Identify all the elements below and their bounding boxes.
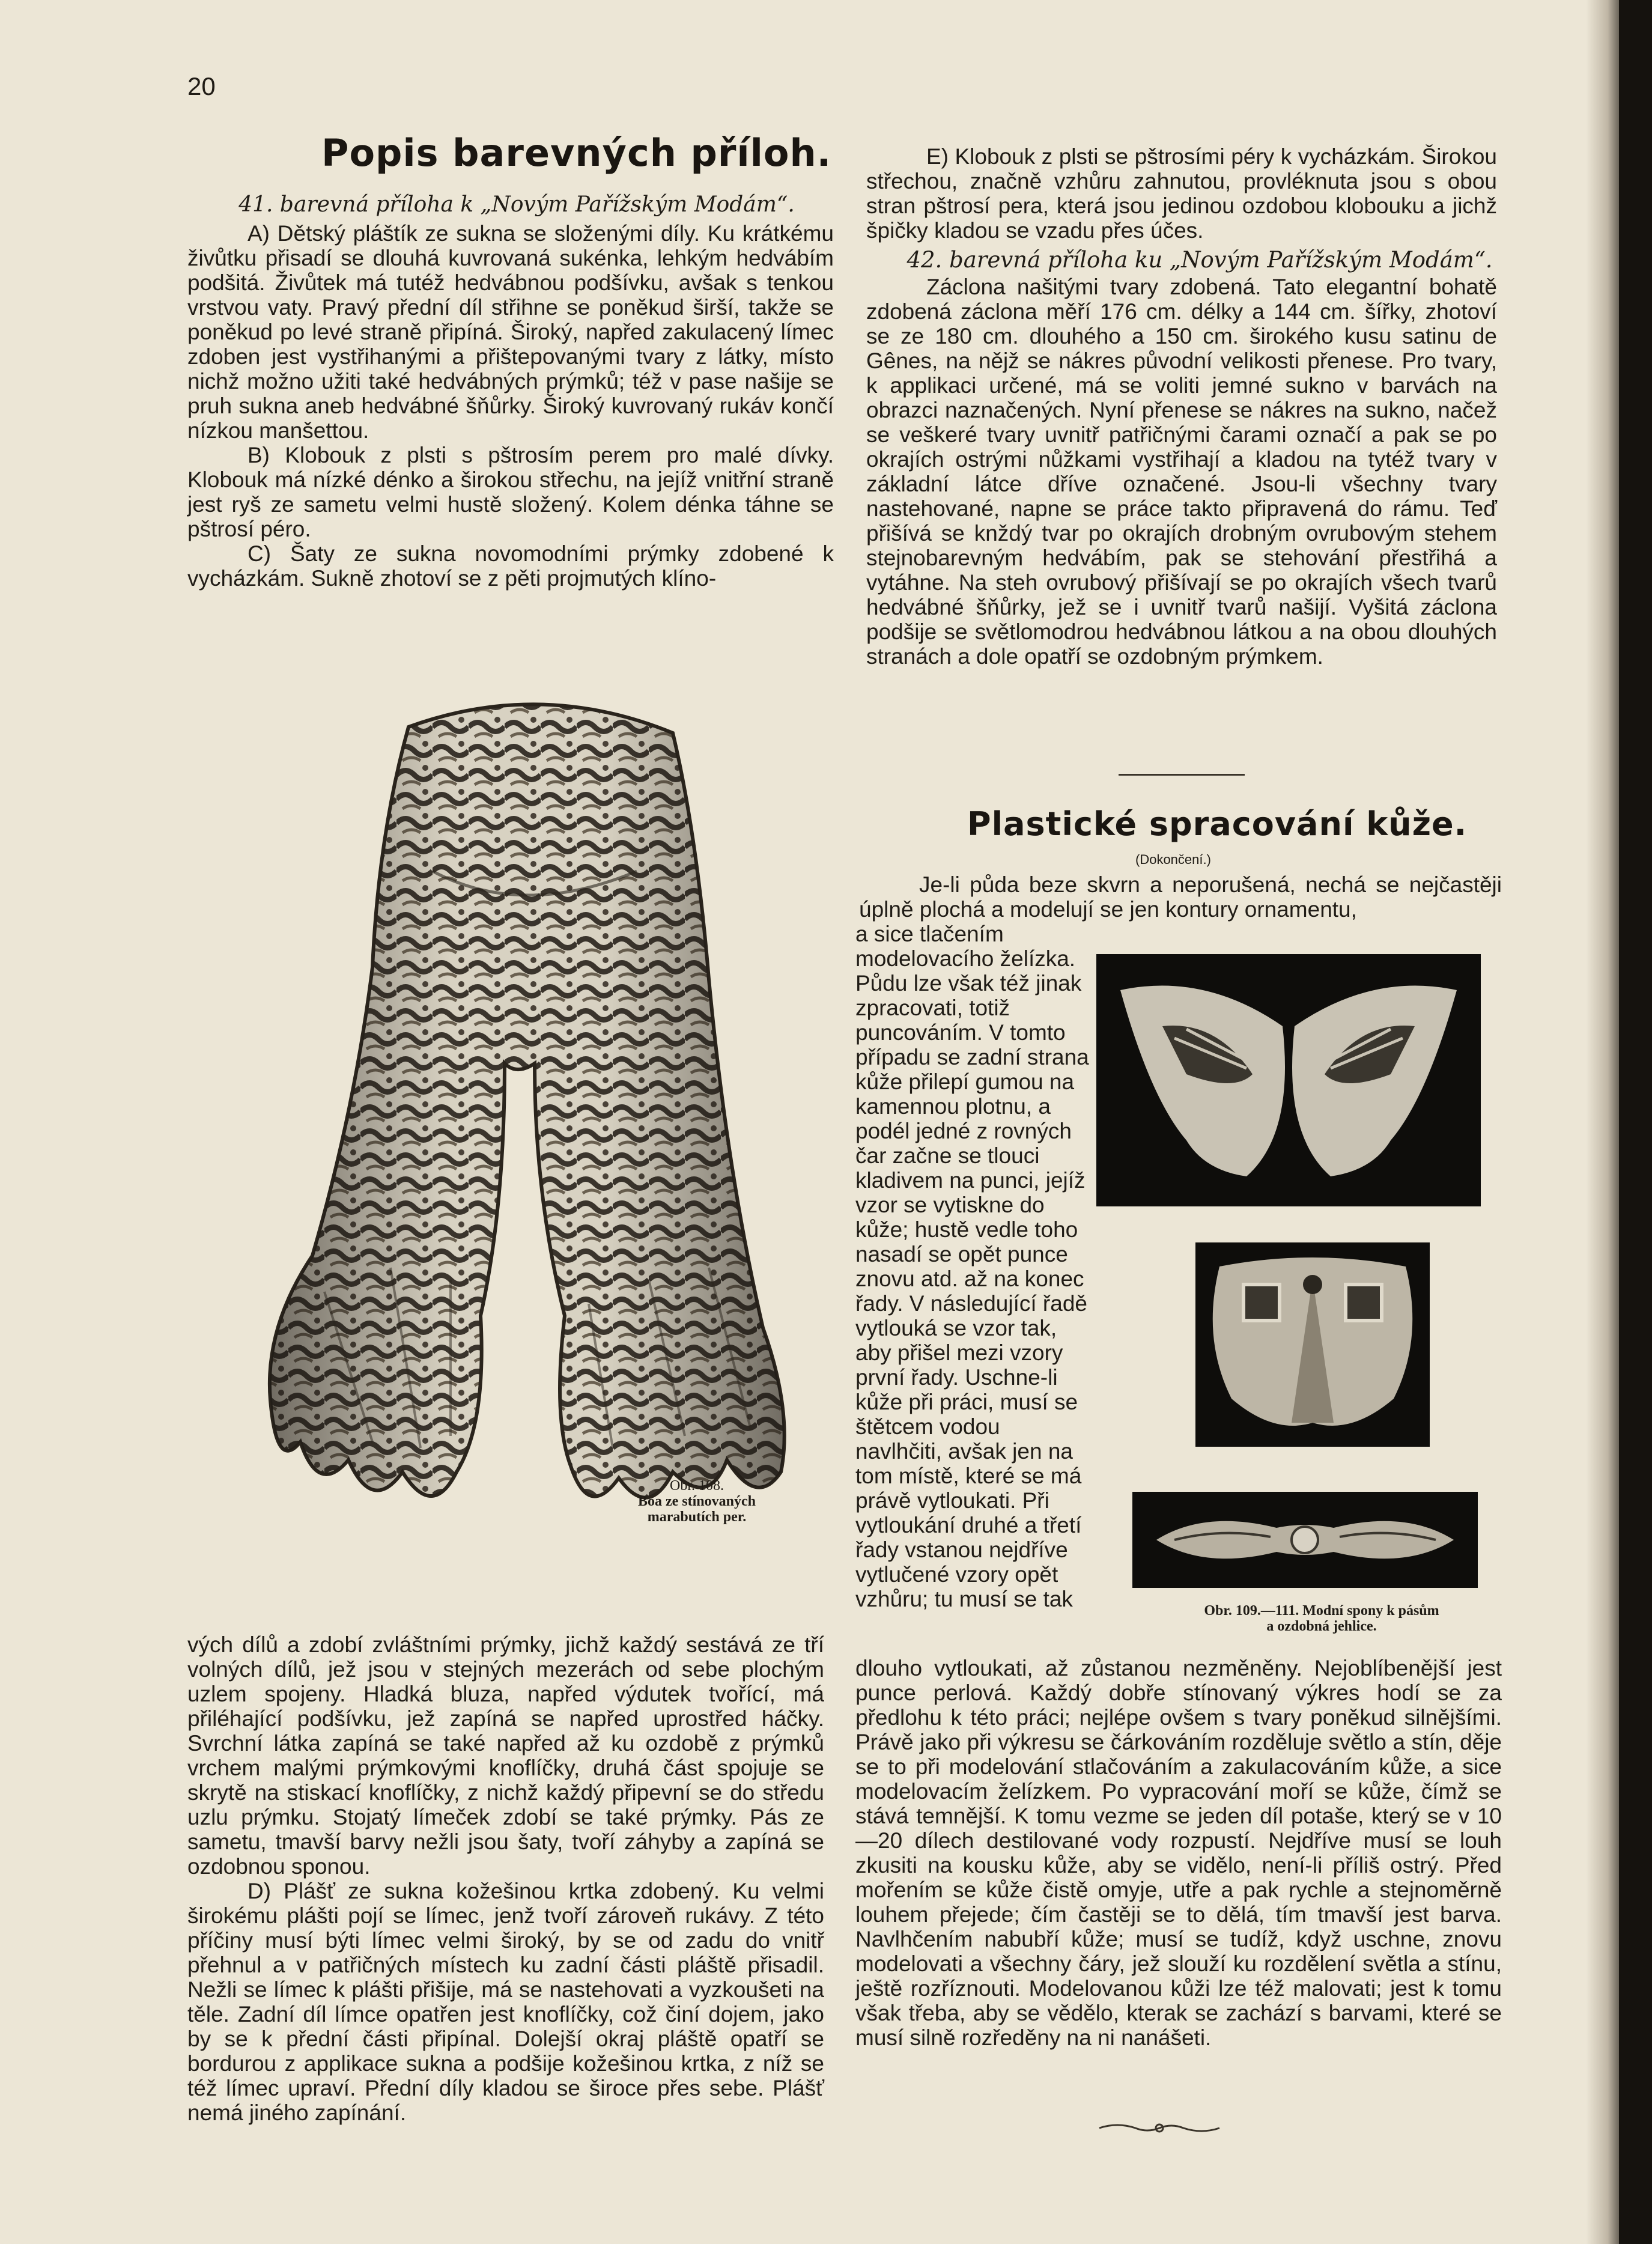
caption-108-line-1: Obr. 108.	[670, 1478, 724, 1494]
section-divider	[1119, 774, 1245, 776]
paragraph-b: B) Klobouk z plsti s pštrosím perem pro malé dívky. Klobouk má nízké dénko a širokou střechu, na jejíž vnitřní straně jest ryš ze sametu velmi hustě složený. Kolem dénka táhne se pštrosí péro.	[187, 443, 834, 541]
page-shadow	[1586, 0, 1622, 2244]
supplement-42-title: 42. barevná příloha ku „Novým Pařížským Modám“.	[906, 247, 1493, 273]
binding-edge	[1619, 0, 1652, 2244]
paragraph-c-start: C) Šaty ze sukna novomodními prýmky zdobené k vycházkám. Sukně zhotoví se z pěti projmutých klíno-	[187, 541, 834, 591]
caption-108-line-2: Boa ze stínovaných	[637, 1494, 756, 1509]
right-first-text	[859, 872, 1502, 922]
caption-109-line-1: Obr. 109.—111. Modní spony k pásům	[1204, 1603, 1439, 1619]
paragraph-puncovani: a sice tlačením modelovacího želízka. Půdu lze však též jinak zpracovati, totiž puncováním. V tomto případu se zadní strana kůže přilepí gumou na kamennou plotnu, a podél jedné z rovných čar začne se tlouci kladivem na punci, jejíž vzor se vytiskne do kůže; hustě vedle toho nasadí se opět punce znovu atd. až na konec řady. V následující řadě vytlouká se vzor tak, aby přišel mezi vzory první řady. Uschne-li kůže při práci, musí se štětcem vodou navlhčiti, avšak jen na tom místě, které se má právě vytloukati. Při vytloukání druhé a třetí řady vstanou nejdříve vytlučené vzory opět vzhůru; tu musí se tak	[855, 922, 1089, 1611]
left-top-text	[187, 221, 834, 654]
right-bottom-text	[855, 1656, 1502, 2136]
paragraph-e: E) Klobouk z plsti se pštrosími péry k vycházkám. Širokou střechou, značně vzhůru zahnutou, provléknuta jsou s obou stran pštrosí pera, která jsou jedinou ozdobou klobouku a jichž špičky kladou se vzadu přes účes.	[866, 144, 1497, 243]
right-top-text	[866, 144, 1497, 757]
hatpin-image	[1132, 1492, 1478, 1588]
left-heading: Popis barevných příloh.	[321, 131, 832, 175]
continued-note: (Dokončení.)	[1135, 852, 1211, 867]
paragraph-a: A) Dětský pláštík ze sukna se složenými díly. Ku krátkému živůtku přisadí se dlouhá kuvrovaná sukénka, lehkým hedvábím podšitá. Živůtek má tutéž hedvábnou podšívku, avšak s tenkou vrstvou vaty. Pravý přední díl střihne se poněkud širší, takže se poněkud po levé straně připíná. Široký, napřed zakulacený límec zdoben jest vystřihanými a přištepovanými tvary z látky, místo nichž možno užiti také hedvábných prýmků; též v pase našije se pruh sukna aneb hedvábné šňůrky. Široký kuvrovaný rukáv končí nízkou manšettou.	[187, 221, 834, 443]
buckle-image-1	[1096, 954, 1481, 1206]
left-bottom-text	[187, 1632, 824, 2161]
paragraph-d: D) Plášť ze sukna kožešinou krtka zdobený. Ku velmi širokému plášti pojí se límec, jenž tvoří zároveň rukávy. Z této příčiny musí býti límec velmi široký, by se od zadu do vnitř přehnul a v patřičných místech ku zadní části pláště přisadil. Nežli se límec k plášti přišije, má se nastehovati a vyzkoušeti na těle. Zadní díl límce opatřen jest knoflíčky, což činí dojem, jako by se k přední části připínal. Dolejší okraj pláště opatří se bordurou z applikace sukna a podšije kožešinou krtka, z níž se též límec upraví. Přední díly kladou se široce přes sebe. Plášť nemá jiného zapínání.	[187, 1879, 824, 2125]
figure-109-caption	[1153, 1603, 1490, 1634]
ornament-flourish	[1093, 2116, 1225, 2140]
caption-108-line-3: marabutích per.	[647, 1509, 747, 1525]
right-narrow-text	[855, 922, 1091, 1663]
paragraph-end: dlouho vytloukati, až zůstanou nezměněny. Nejoblíbenější jest punce perlová. Každý dobře stínovaný výkres hodí se za předlohu k této práci; nejlépe ovšem s tvary poněkud silnějšími. Právě jako při výkresu se čárkováním rozděluje světlo a stín, děje se to při modelování stlačováním a zakulacováním kůže, a sice modelovacím želízkem. Po vypracování moří se kůže, čímž se stává temnější. K tomu vezme se jeden díl potaše, který se v 10—20 dílech destilované vody rozpustí. Nejdříve musí se louh zkusiti na kousku kůže, aby se vidělo, není-li příliš ostrý. Před mořením se kůže čistě omyje, utře a pak rychle a stejnoměrně louhem přejede; čím častěji se to dělá, tím tmavší jest barva. Navlhčením nabubří kůže; musí se tudíž, když uschne, znovu modelovati a všechny čáry, jež slouží ku rozdělení světla a stínu, ještě rozříznouti. Modelovanou kůži lze též malovati; jest k tomu však třeba, aby se vědělo, kterak se zachází s barvami, které se musí silně rozředěny na ni nanášeti.	[855, 1656, 1502, 2050]
boa-illustration	[252, 691, 841, 1532]
paragraph-c-cont: vých dílů a zdobí zvláštními prýmky, jichž každý sestává ze tří volných dílů, jež jsou v stejných mezerách od sebe plochým uzlem spojeny. Hladká bluza, napřed výdutek tvořící, má přiléhající podšívku, jež zapíná se napřed uprostřed háčky. Svrchní látka zapíná se také napřed až ku ozdobě z prýmků vrchem malými prýmkovými knoflíčky, druhá část spojuje se skrytě na stiskací knoflíčky, z nichž každý připevní se do středu uzlu prýmku. Stojatý límeček zdobí se také prýmky. Pás ze sametu, tmavší barvy nežli jsou šaty, tvoří záhyby a zapíná se ozdobnou sponou.	[187, 1632, 824, 1879]
paragraph-42: Záclona našitými tvary zdobená. Tato elegantní bohatě zdobená záclona měří 176 cm. délky a 144 cm. šířky, zhotoví se ze 180 cm. dlouhého a 150 cm. širokého kusu satinu de Gênes, na nějž se nákres původní velikosti přenese. Pro tvary, k applikaci určené, má se voliti jemné sukno v barvách na obrazci naznačených. Nyní přenese se nákres na sukno, načež se veškeré tvary uvnitř patřičnými čarami označí a pak se po okrajích ostrými nůžkami vystřihají a kladou na tytéž tvary v základní látce dříve označené. Jsou-li všechny tvary nastehované, napne se práce takto připravená do rámu. Teď přišívá se knždý tvar po okrajích drobným ovrubovým stehem stejnobarevným hedvábím, pak se stehování přestřihá a vytáhne. Na steh ovrubový přišívají se po okrajích všech tvarů hedvábné šňůrky, jež se i uvnitř tvarů našijí. Vyšitá záclona podšije se světlomodrou hedvábnou látkou a na obou dlouhých stranách a dole opatří se ozdobným prýmkem.	[866, 275, 1497, 669]
caption-109-line-2: a ozdobná jehlice.	[1266, 1619, 1377, 1634]
paragraph-puda: Je-li půda beze skvrn a neporušená, nechá se nejčastěji úplně plochá a modelují se jen kontury ornamentu,	[859, 872, 1502, 922]
supplement-41-title: 41. barevná příloha k „Novým Pařížským Modám“.	[238, 192, 795, 217]
right-heading: Plastické spracování kůže.	[967, 805, 1468, 843]
figure-108-caption	[607, 1478, 787, 1525]
page-number: 20	[187, 72, 216, 100]
buckle-image-2	[1195, 1242, 1430, 1447]
